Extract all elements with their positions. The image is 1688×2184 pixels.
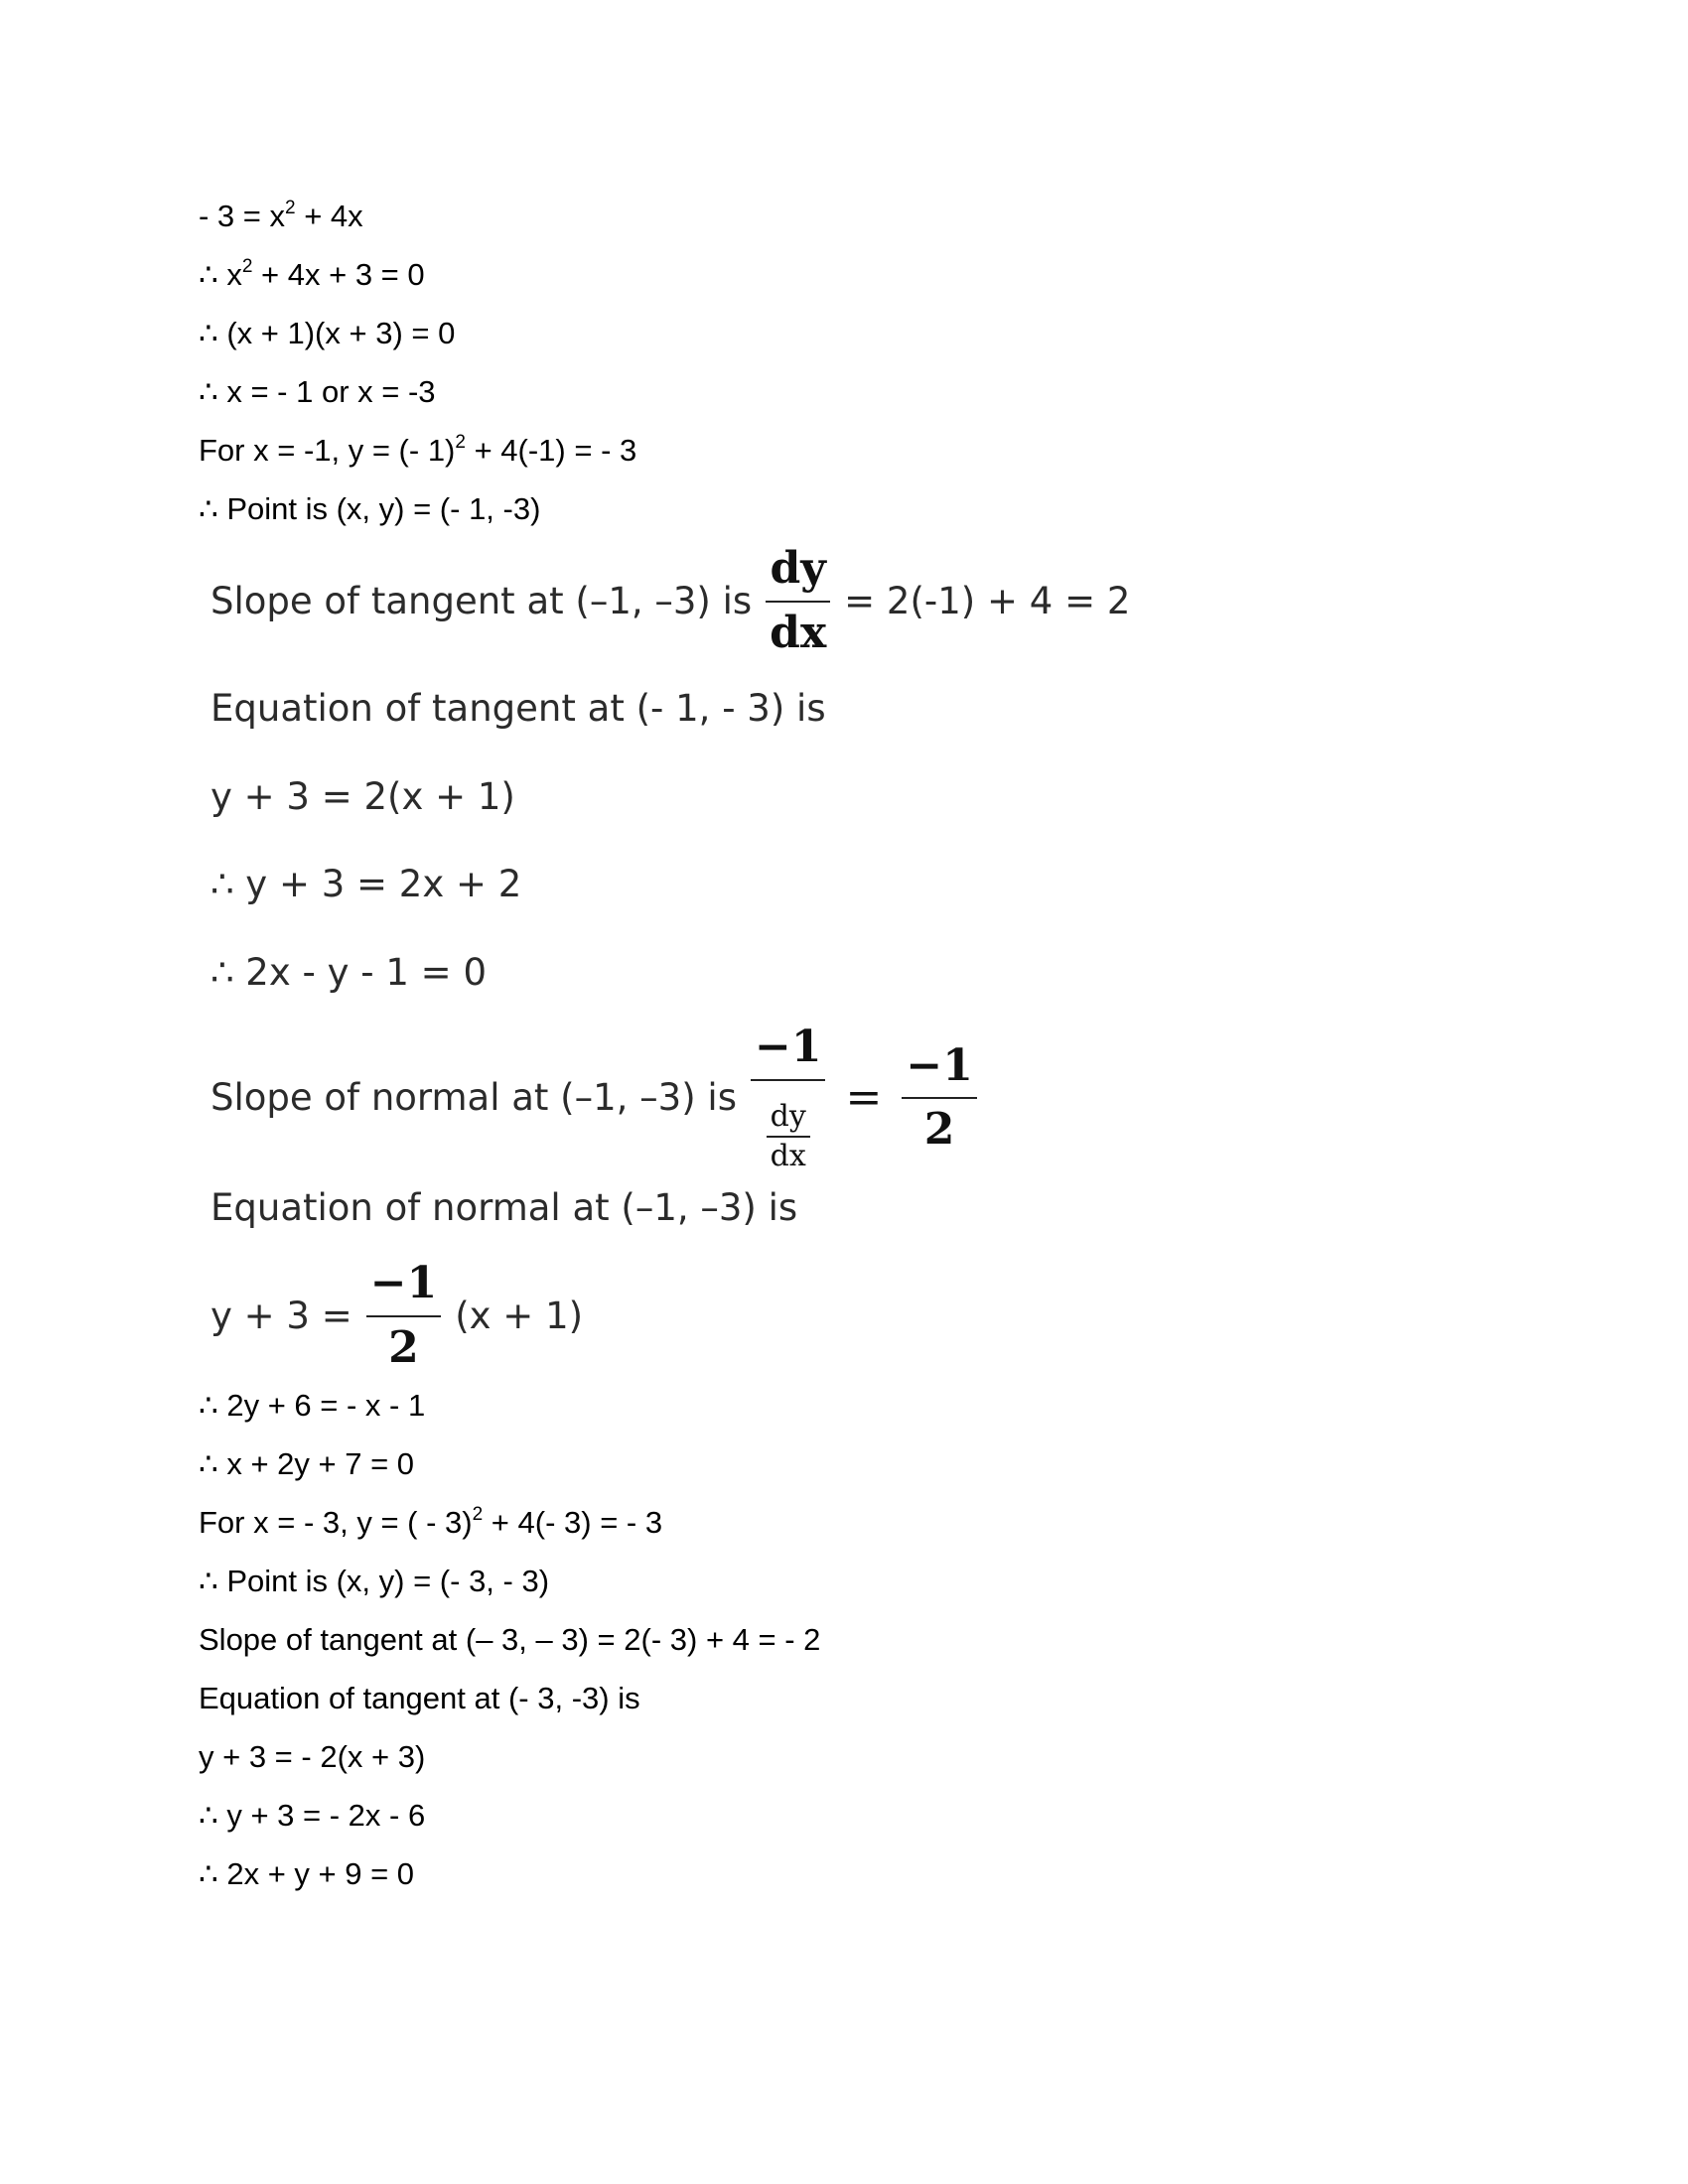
line-text: For x = - 3, y = ( - 3) [199, 1505, 473, 1540]
line-text: + 4x [295, 199, 363, 233]
fraction-denominator: 2 [388, 1321, 419, 1373]
fraction-bar [766, 601, 830, 603]
line-text: ∴ x [199, 257, 242, 292]
equation-line-5 [199, 433, 636, 474]
fraction-denominator: 2 [923, 1104, 955, 1156]
equation-line-20: Equation of tangent at (- 3, -3) is [199, 1681, 640, 1715]
fraction-numerator: −1 [906, 1039, 973, 1091]
fraction-numerator: −1 [754, 1022, 822, 1072]
equation-line-23: ∴ 2x + y + 9 = 0 [199, 1856, 415, 1891]
fraction-denominator: dx [770, 1139, 806, 1174]
equation-line-3: ∴ (x + 1)(x + 3) = 0 [199, 316, 456, 350]
line-text: For x = -1, y = (- 1) [199, 433, 456, 468]
equation-line-1 [199, 199, 363, 239]
normal-slope-fraction [751, 1023, 825, 1174]
normal-equation-line [211, 1259, 583, 1373]
equation-line-6: ∴ Point is (x, y) = (- 1, -3) [199, 491, 541, 526]
equation-line-10: ∴ y + 3 = 2x + 2 [211, 863, 522, 905]
tangent-equation-heading: Equation of tangent at (- 1, - 3) is [211, 687, 826, 730]
normal-slope-line [211, 1023, 991, 1174]
equals-sign: = [845, 1072, 883, 1124]
equation-line-17 [199, 1505, 662, 1546]
line-text: = 2(-1) + 4 = 2 [844, 579, 1131, 622]
equation-line-15: ∴ 2y + 6 = - x - 1 [199, 1388, 426, 1423]
line-text: Slope of normal at (–1, –3) is [211, 1076, 737, 1120]
fraction-numerator: −1 [369, 1258, 438, 1308]
superscript: 2 [285, 198, 296, 218]
equation-line-2 [199, 257, 425, 298]
equation-line-21: y + 3 = - 2(x + 3) [199, 1739, 426, 1774]
superscript: 2 [241, 256, 253, 277]
equation-line-22: ∴ y + 3 = - 2x - 6 [199, 1798, 426, 1833]
fraction-denominator: dx [770, 607, 827, 658]
superscript: 2 [472, 1504, 484, 1525]
fraction-bar [751, 1079, 825, 1081]
line-text: - 3 = x [199, 199, 286, 233]
equation-line-18: ∴ Point is (x, y) = (- 3, - 3) [199, 1564, 550, 1598]
line-text: (x + 1) [455, 1294, 584, 1337]
fraction-bar [767, 1136, 810, 1138]
normal-coefficient-fraction [366, 1259, 441, 1373]
fraction-bar [902, 1097, 976, 1099]
line-text: Slope of tangent at (–1, –3) is [211, 579, 753, 622]
equation-line-16: ∴ x + 2y + 7 = 0 [199, 1446, 415, 1481]
fraction-denominator [759, 1087, 818, 1174]
line-text: y + 3 = [211, 1294, 352, 1337]
fraction-numerator: dy [770, 1098, 806, 1134]
fraction-bar [366, 1315, 441, 1317]
normal-slope-result-fraction [902, 1041, 976, 1156]
derivative-fraction [766, 544, 830, 658]
fraction-numerator: dy [770, 543, 826, 594]
tangent-slope-line [211, 544, 1130, 658]
normal-equation-heading: Equation of normal at (–1, –3) is [211, 1186, 798, 1229]
line-text: + 4(- 3) = - 3 [483, 1505, 663, 1540]
line-text: + 4(-1) = - 3 [465, 433, 637, 468]
derivative-fraction [767, 1100, 810, 1174]
equation-line-4: ∴ x = - 1 or x = -3 [199, 374, 436, 409]
line-text: + 4x + 3 = 0 [252, 257, 425, 292]
equation-line-19: Slope of tangent at (– 3, – 3) = 2(- 3) + 4 = - 2 [199, 1622, 821, 1657]
superscript: 2 [455, 432, 466, 453]
equation-line-11: ∴ 2x - y - 1 = 0 [211, 951, 487, 994]
equation-line-9: y + 3 = 2(x + 1) [211, 775, 515, 818]
